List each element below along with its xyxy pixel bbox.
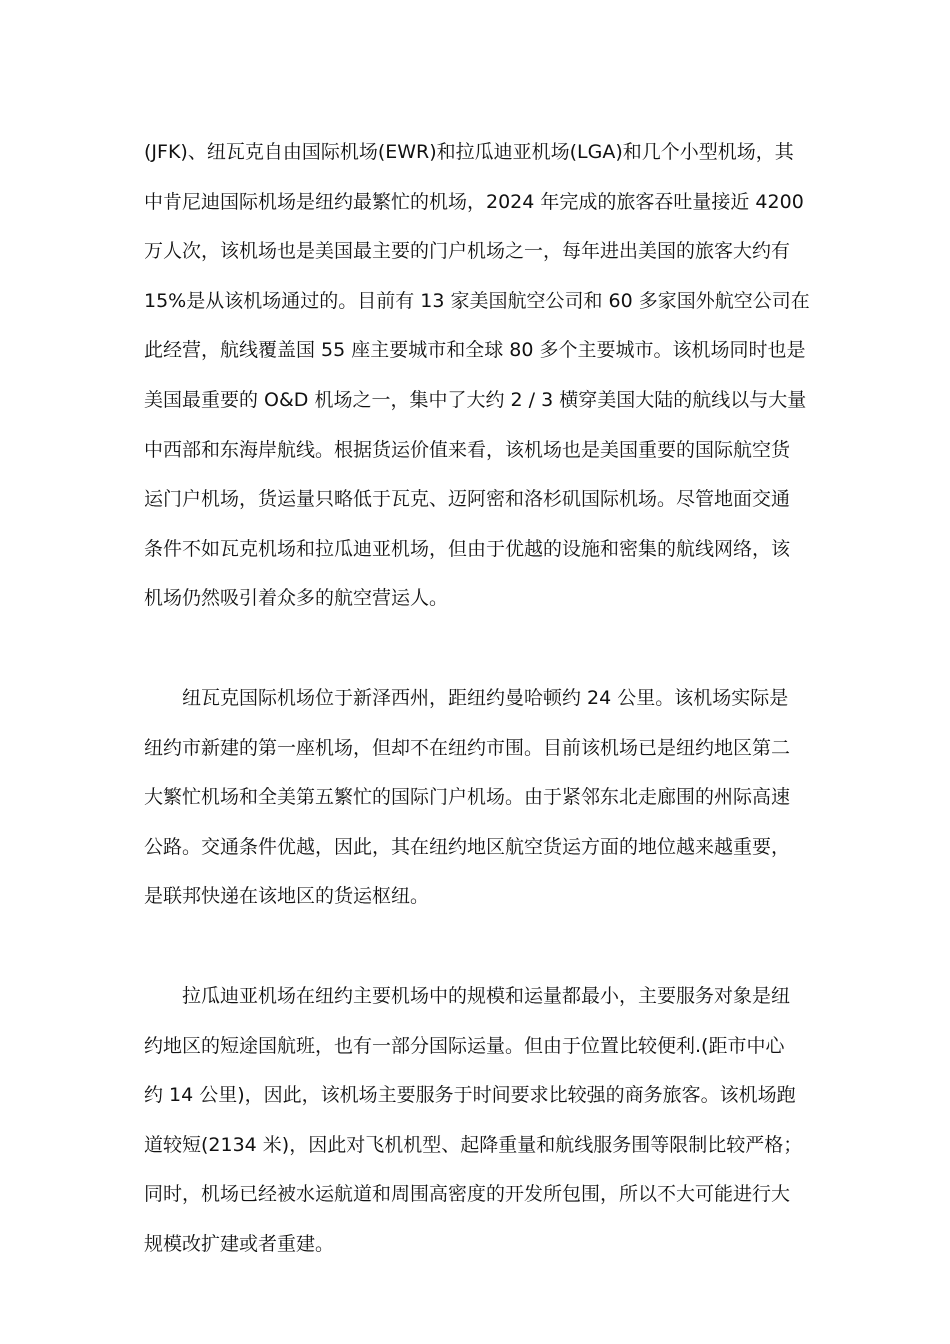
paragraph-laguardia xyxy=(144,972,812,1270)
text-line: 中西部和东海岸航线。根据货运价值来看，该机场也是美国重要的国际航空货 xyxy=(144,438,791,461)
text-line: 15%是从该机场通过的。目前有 13 家美国航空公司和 60 多家国外航空公司在 xyxy=(144,289,810,312)
text-line: 道较短(2134 米)，因此对飞机机型、起降重量和航线服务围等限制比较严格； xyxy=(144,1133,803,1156)
paragraph-spacer xyxy=(144,922,812,972)
text-line: 约地区的短途国航班，也有一部分国际运量。但由于位置比较便利.(距市中心 xyxy=(144,1034,785,1057)
text-line: 机场仍然吸引着众多的航空营运人。 xyxy=(144,587,449,610)
text-line: 约 14 公里)，因此，该机场主要服务于时间要求比较强的商务旅客。该机场跑 xyxy=(144,1084,796,1107)
text-line: 同时，机场已经被水运航道和周围高密度的开发所包围，所以不大可能进行大 xyxy=(144,1183,791,1206)
text-line: 运门户机场，货运量只略低于瓦克、迈阿密和洛杉矶国际机场。尽管地面交通 xyxy=(144,488,791,511)
text-line: 万人次，该机场也是美国最主要的门户机场之一，每年进出美国的旅客大约有 xyxy=(144,240,791,263)
text-line: 公路。交通条件优越，因此，其在纽约地区航空货运方面的地位越来越重要， xyxy=(144,835,791,858)
text-line: 中肯尼迪国际机场是纽约最繁忙的机场，2024 年完成的旅客吞吐量接近 4200 xyxy=(144,190,804,213)
text-line: 条件不如瓦克机场和拉瓜迪亚机场，但由于优越的设施和密集的航线网络，该 xyxy=(144,537,791,560)
text-line: (JFK)、纽瓦克自由国际机场(EWR)和拉瓜迪亚机场(LGA)和几个小型机场，其 xyxy=(144,141,794,163)
text-line: 是联邦快递在该地区的货运枢纽。 xyxy=(144,885,430,908)
text-line-first: 拉瓜迪亚机场在纽约主要机场中的规模和运量都最小，主要服务对象是纽 xyxy=(182,984,791,1007)
paragraph-newark xyxy=(144,674,812,922)
paragraph-jfk xyxy=(144,128,812,624)
text-line: 美国最重要的 O&D 机场之一，集中了大约 2 / 3 横穿美国大陆的航线以与大量 xyxy=(144,388,807,411)
text-line-first: 纽瓦克国际机场位于新泽西州，距纽约曼哈顿约 24 公里。该机场实际是 xyxy=(182,686,789,709)
paragraph-spacer xyxy=(144,624,812,674)
text-line: 纽约市新建的第一座机场，但却不在纽约市围。目前该机场已是纽约地区第二 xyxy=(144,736,791,759)
document-body xyxy=(144,128,812,1269)
text-line: 此经营，航线覆盖国 55 座主要城市和全球 80 多个主要城市。该机场同时也是 xyxy=(144,339,806,362)
text-line: 规模改扩建或者重建。 xyxy=(144,1232,335,1255)
text-line: 大繁忙机场和全美第五繁忙的国际门户机场。由于紧邻东北走廊围的州际高速 xyxy=(144,786,791,809)
